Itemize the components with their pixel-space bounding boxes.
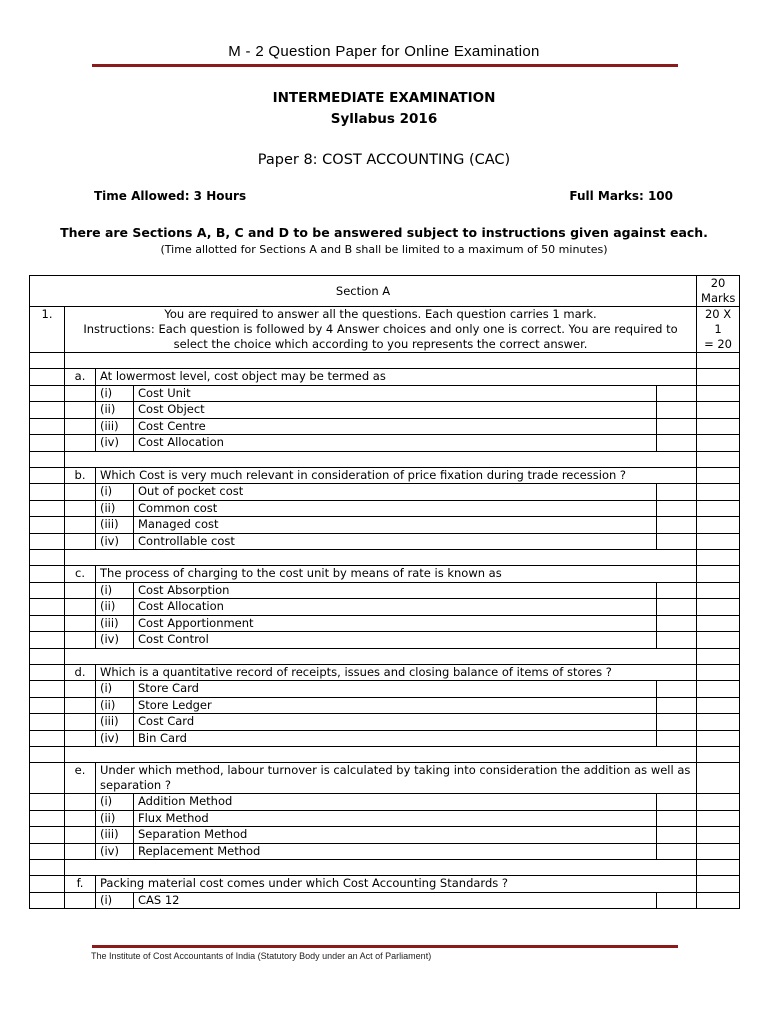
marks-calc-line: 20 X 1 xyxy=(704,307,732,336)
answer-cell xyxy=(657,827,697,844)
blank-cell xyxy=(30,550,65,566)
option-text: Cost Centre xyxy=(134,418,657,435)
blank-cell xyxy=(65,451,697,467)
blank-cell xyxy=(65,648,697,664)
blank-cell xyxy=(30,615,65,632)
syllabus: Syllabus 2016 xyxy=(330,111,438,127)
blank-cell xyxy=(65,517,96,534)
question-row xyxy=(30,763,740,794)
instructions-line: Instructions: Each question is followed by 4 Answer choices and only one is correct. You are required to xyxy=(83,322,678,336)
header-title: M - 2 Question Paper for Online Examination xyxy=(228,43,540,60)
answer-cell xyxy=(657,810,697,827)
option-number: (iv) xyxy=(96,632,134,649)
marks-cell xyxy=(697,385,740,402)
blank-row xyxy=(30,860,740,876)
answer-cell xyxy=(657,402,697,419)
header-rule xyxy=(92,64,678,67)
marks-calc xyxy=(697,307,740,353)
answer-cell xyxy=(657,794,697,811)
blank-cell xyxy=(65,892,96,909)
question-number: 1. xyxy=(30,307,65,353)
marks-cell xyxy=(697,714,740,731)
answer-cell xyxy=(657,435,697,452)
option-row xyxy=(30,615,740,632)
blank-cell xyxy=(30,697,65,714)
footer-rule xyxy=(92,945,678,948)
marks-cell xyxy=(697,582,740,599)
option-row xyxy=(30,385,740,402)
option-row xyxy=(30,435,740,452)
section-title: Section A xyxy=(30,276,697,307)
option-row xyxy=(30,810,740,827)
option-number: (ii) xyxy=(96,599,134,616)
option-text: Cost Control xyxy=(134,632,657,649)
footer-text: The Institute of Cost Accountants of India (Statutory Body under an Act of Parliament) xyxy=(91,951,432,961)
blank-cell xyxy=(30,794,65,811)
option-number: (ii) xyxy=(96,810,134,827)
blank-row xyxy=(30,353,740,369)
marks-cell xyxy=(697,730,740,747)
option-text: Cost Object xyxy=(134,402,657,419)
option-row xyxy=(30,714,740,731)
blank-cell xyxy=(65,714,96,731)
blank-cell xyxy=(697,648,740,664)
time-allowed: Time Allowed: 3 Hours xyxy=(94,189,247,203)
option-row xyxy=(30,484,740,501)
section-marks xyxy=(697,276,740,307)
option-row xyxy=(30,533,740,550)
answer-cell xyxy=(657,681,697,698)
marks-cell xyxy=(697,418,740,435)
option-row xyxy=(30,632,740,649)
option-row xyxy=(30,843,740,860)
option-row xyxy=(30,827,740,844)
option-row xyxy=(30,582,740,599)
answer-cell xyxy=(657,500,697,517)
answer-cell xyxy=(657,418,697,435)
blank-cell xyxy=(65,435,96,452)
option-text: Addition Method xyxy=(134,794,657,811)
answer-cell xyxy=(657,632,697,649)
marks-cell xyxy=(697,632,740,649)
option-number: (iii) xyxy=(96,418,134,435)
blank-cell xyxy=(30,566,65,583)
sections-note: There are Sections A, B, C and D to be answered subject to instructions given against each. xyxy=(60,225,708,240)
option-number: (i) xyxy=(96,484,134,501)
option-number: (i) xyxy=(96,794,134,811)
blank-cell xyxy=(30,892,65,909)
blank-cell xyxy=(65,730,96,747)
blank-cell xyxy=(30,632,65,649)
full-marks: Full Marks: 100 xyxy=(569,189,673,203)
blank-cell xyxy=(65,697,96,714)
blank-cell xyxy=(30,517,65,534)
question-text: Under which method, labour turnover is calculated by taking into consideration the addition as well as separation ? xyxy=(96,763,697,794)
exam-title: INTERMEDIATE EXAMINATION xyxy=(272,90,496,106)
option-row xyxy=(30,402,740,419)
question-text: The process of charging to the cost unit by means of rate is known as xyxy=(96,566,697,583)
blank-cell xyxy=(30,435,65,452)
blank-cell xyxy=(30,599,65,616)
blank-cell xyxy=(30,369,65,386)
blank-cell xyxy=(30,714,65,731)
blank-cell xyxy=(30,681,65,698)
blank-row xyxy=(30,648,740,664)
blank-cell xyxy=(697,353,740,369)
blank-cell xyxy=(65,632,96,649)
option-number: (ii) xyxy=(96,697,134,714)
option-text: Cost Unit xyxy=(134,385,657,402)
blank-cell xyxy=(30,843,65,860)
blank-cell xyxy=(30,664,65,681)
blank-cell xyxy=(30,730,65,747)
marks-cell xyxy=(697,892,740,909)
option-number: (iv) xyxy=(96,730,134,747)
blank-cell xyxy=(30,533,65,550)
blank-cell xyxy=(65,860,697,876)
blank-cell xyxy=(697,860,740,876)
question-row xyxy=(30,664,740,681)
blank-cell xyxy=(65,615,96,632)
time-note: (Time allotted for Sections A and B shall be limited to a maximum of 50 minutes) xyxy=(160,243,608,256)
option-text: Store Ledger xyxy=(134,697,657,714)
option-number: (iii) xyxy=(96,517,134,534)
question-label: b. xyxy=(65,467,96,484)
blank-cell xyxy=(65,843,96,860)
question-row xyxy=(30,369,740,386)
question-row xyxy=(30,876,740,893)
blank-cell xyxy=(65,827,96,844)
answer-cell xyxy=(657,615,697,632)
option-number: (ii) xyxy=(96,500,134,517)
answer-cell xyxy=(657,843,697,860)
answer-cell xyxy=(657,892,697,909)
question-table xyxy=(29,275,740,909)
blank-cell xyxy=(65,794,96,811)
blank-row xyxy=(30,747,740,763)
instructions xyxy=(65,307,697,353)
option-text: Common cost xyxy=(134,500,657,517)
option-text: Controllable cost xyxy=(134,533,657,550)
blank-cell xyxy=(30,385,65,402)
marks-cell xyxy=(697,500,740,517)
option-text: Cost Apportionment xyxy=(134,615,657,632)
marks-cell xyxy=(697,533,740,550)
blank-cell xyxy=(65,484,96,501)
blank-cell xyxy=(30,500,65,517)
blank-cell xyxy=(30,451,65,467)
blank-cell xyxy=(30,860,65,876)
question-text: Packing material cost comes under which Cost Accounting Standards ? xyxy=(96,876,697,893)
marks-cell xyxy=(697,599,740,616)
option-text: Replacement Method xyxy=(134,843,657,860)
section-marks-value: 20 xyxy=(710,276,726,290)
blank-cell xyxy=(30,763,65,794)
option-row xyxy=(30,517,740,534)
marks-cell xyxy=(697,794,740,811)
option-text: Cost Allocation xyxy=(134,599,657,616)
blank-cell xyxy=(65,353,697,369)
blank-row xyxy=(30,451,740,467)
option-number: (iii) xyxy=(96,827,134,844)
blank-cell xyxy=(30,353,65,369)
option-text: CAS 12 xyxy=(134,892,657,909)
marks-cell xyxy=(697,435,740,452)
option-text: Out of pocket cost xyxy=(134,484,657,501)
marks-cell xyxy=(697,697,740,714)
blank-cell xyxy=(65,681,96,698)
marks-cell xyxy=(697,369,740,386)
option-number: (i) xyxy=(96,385,134,402)
option-text: Cost Allocation xyxy=(134,435,657,452)
option-number: (i) xyxy=(96,892,134,909)
marks-cell xyxy=(697,484,740,501)
blank-cell xyxy=(65,599,96,616)
option-row xyxy=(30,681,740,698)
option-number: (iv) xyxy=(96,843,134,860)
answer-cell xyxy=(657,484,697,501)
option-row xyxy=(30,697,740,714)
marks-cell xyxy=(697,843,740,860)
marks-cell xyxy=(697,876,740,893)
answer-cell xyxy=(657,697,697,714)
question-label: a. xyxy=(65,369,96,386)
option-row xyxy=(30,730,740,747)
answer-cell xyxy=(657,582,697,599)
answer-cell xyxy=(657,599,697,616)
blank-cell xyxy=(30,827,65,844)
option-number: (i) xyxy=(96,582,134,599)
option-number: (iv) xyxy=(96,533,134,550)
blank-cell xyxy=(30,648,65,664)
question-text: Which Cost is very much relevant in consideration of price fixation during trade recession ? xyxy=(96,467,697,484)
instructions-line: select the choice which according to you represents the correct answer. xyxy=(173,337,588,351)
blank-cell xyxy=(65,418,96,435)
marks-cell xyxy=(697,467,740,484)
marks-cell xyxy=(697,763,740,794)
option-text: Store Card xyxy=(134,681,657,698)
marks-cell xyxy=(697,664,740,681)
option-number: (iv) xyxy=(96,435,134,452)
option-text: Cost Card xyxy=(134,714,657,731)
blank-cell xyxy=(30,876,65,893)
option-number: (i) xyxy=(96,681,134,698)
option-text: Separation Method xyxy=(134,827,657,844)
blank-cell xyxy=(65,582,96,599)
question-row xyxy=(30,467,740,484)
section-marks-unit: Marks xyxy=(701,291,736,305)
option-text: Flux Method xyxy=(134,810,657,827)
option-text: Managed cost xyxy=(134,517,657,534)
marks-cell xyxy=(697,681,740,698)
blank-cell xyxy=(30,467,65,484)
question-label: e. xyxy=(65,763,96,794)
question-label: d. xyxy=(65,664,96,681)
answer-cell xyxy=(657,533,697,550)
question-text: At lowermost level, cost object may be termed as xyxy=(96,369,697,386)
instructions-row xyxy=(30,307,740,353)
blank-cell xyxy=(697,747,740,763)
option-row xyxy=(30,418,740,435)
marks-cell xyxy=(697,810,740,827)
option-row xyxy=(30,892,740,909)
marks-cell xyxy=(697,615,740,632)
blank-cell xyxy=(30,747,65,763)
question-label: f. xyxy=(65,876,96,893)
blank-cell xyxy=(65,385,96,402)
option-number: (iii) xyxy=(96,615,134,632)
blank-cell xyxy=(65,402,96,419)
option-row xyxy=(30,794,740,811)
question-text: Which is a quantitative record of receipts, issues and closing balance of items of stores ? xyxy=(96,664,697,681)
option-row xyxy=(30,599,740,616)
marks-cell xyxy=(697,566,740,583)
instructions-line: You are required to answer all the questions. Each question carries 1 mark. xyxy=(164,307,597,321)
blank-cell xyxy=(30,418,65,435)
blank-row xyxy=(30,550,740,566)
marks-cell xyxy=(697,517,740,534)
blank-cell xyxy=(697,451,740,467)
blank-cell xyxy=(65,533,96,550)
blank-cell xyxy=(65,747,697,763)
marks-calc-line: = 20 xyxy=(704,337,733,351)
option-number: (ii) xyxy=(96,402,134,419)
option-number: (iii) xyxy=(96,714,134,731)
blank-cell xyxy=(65,550,697,566)
option-text: Cost Absorption xyxy=(134,582,657,599)
question-row xyxy=(30,566,740,583)
answer-cell xyxy=(657,714,697,731)
answer-cell xyxy=(657,385,697,402)
blank-cell xyxy=(697,550,740,566)
answer-cell xyxy=(657,730,697,747)
option-text: Bin Card xyxy=(134,730,657,747)
paper-title: Paper 8: COST ACCOUNTING (CAC) xyxy=(257,152,511,168)
blank-cell xyxy=(30,810,65,827)
blank-cell xyxy=(30,582,65,599)
marks-cell xyxy=(697,402,740,419)
marks-cell xyxy=(697,827,740,844)
blank-cell xyxy=(65,810,96,827)
blank-cell xyxy=(30,484,65,501)
answer-cell xyxy=(657,517,697,534)
blank-cell xyxy=(30,402,65,419)
blank-cell xyxy=(65,500,96,517)
option-row xyxy=(30,500,740,517)
section-header-row xyxy=(30,276,740,307)
question-label: c. xyxy=(65,566,96,583)
